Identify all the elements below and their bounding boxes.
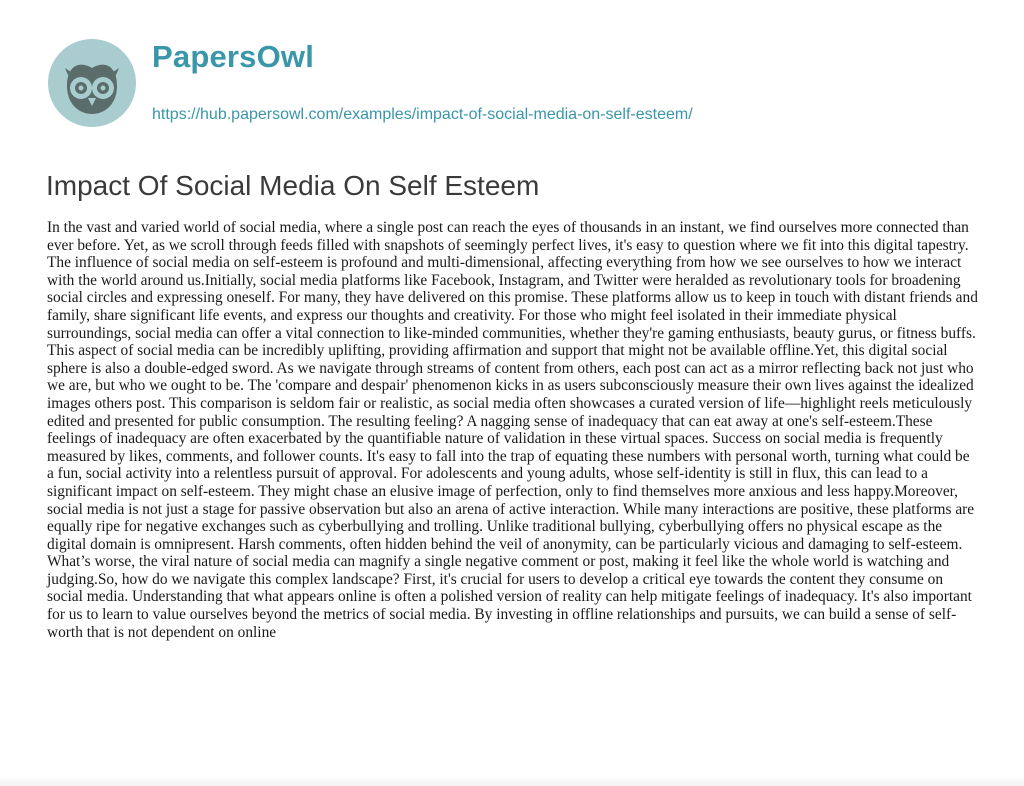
essay-body: In the vast and varied world of social media, where a single post can reach the eyes of thousands in an instant, we find ourselves more connected than ever before. Yet, as we scroll through feeds filled with snapshots of seemingly perfect lives, it's easy to question where we fit into this digital tapestry. The influence of social media on self-esteem is profound and multi-dimensional, affecting everything from how we see ourselves to how we interact with the world around us.Initially, social media platforms like Facebook, Instagram, and Twitter were heralded as revolutionary tools for broadening social circles and expressing oneself. For many, they have delivered on this promise. These platforms allow us to keep in touch with distant friends and family, share significant life events, and express our thoughts and creativity. For those who might feel isolated in their immediate physical surroundings, social media can offer a vital connection to like-minded communities, whether they're gaming enthusiasts, beauty gurus, or fitness buffs. This aspect of social media can be incredibly uplifting, providing affirmation and support that might not be available offline.Yet, this digital social sphere is also a double-edged sword. As we navigate through streams of content from others, each post can act as a mirror reflecting back not just who we are, but who we ought to be. The 'compare and despair' phenomenon kicks in as users subconsciously measure their own lives against the idealized images others post. This comparison is seldom fair or realistic, as social media often showcases a curated version of life—highlight reels meticulously edited and presented for public consumption. The resulting feeling? A nagging sense of inadequacy that can eat away at one's self-esteem.These feelings of inadequacy are often exacerbated by the quantifiable nature of validation in these virtual spaces. Success on social media is frequently measured by likes, comments, and follower counts. It's easy to fall into the trap of equating these numbers with personal worth, turning what could be a fun, social activity into a relentless pursuit of approval. For adolescents and young adults, whose self-identity is still in flux, this can lead to a significant impact on self-esteem. They might chase an elusive image of perfection, only to find themselves more anxious and less happy.Moreover, social media is not just a stage for passive observation but also an arena of active interaction. While many interactions are positive, these platforms are equally ripe for negative exchanges such as cyberbullying and trolling. Unlike traditional bullying, cyberbullying offers no physical escape as the digital domain is omnipresent. Harsh comments, often hidden behind the veil of anonymity, can be particularly vicious and damaging to self-esteem. What’s worse, the viral nature of social media can magnify a single negative comment or post, making it feel like the whole world is watching and judging.So, how do we navigate this complex landscape? First, it's crucial for users to develop a critical eye towards the content they consume on social media. Understanding that what appears online is often a polished version of reality can help mitigate feelings of inadequacy. It's also important for us to learn to value ourselves beyond the metrics of social media. By investing in offline relationships and pursuits, we can build a sense of self-worth that is not dependent on online [47,219,978,641]
source-url-link[interactable]: https://hub.papersowl.com/examples/impact-of-social-media-on-self-esteem/ [152,106,693,123]
footer-divider [0,776,1024,786]
owl-logo-icon[interactable] [47,38,137,128]
page-title: Impact Of Social Media On Self Esteem [46,170,540,201]
site-header [47,38,997,138]
brand-name[interactable]: PapersOwl [152,39,315,74]
